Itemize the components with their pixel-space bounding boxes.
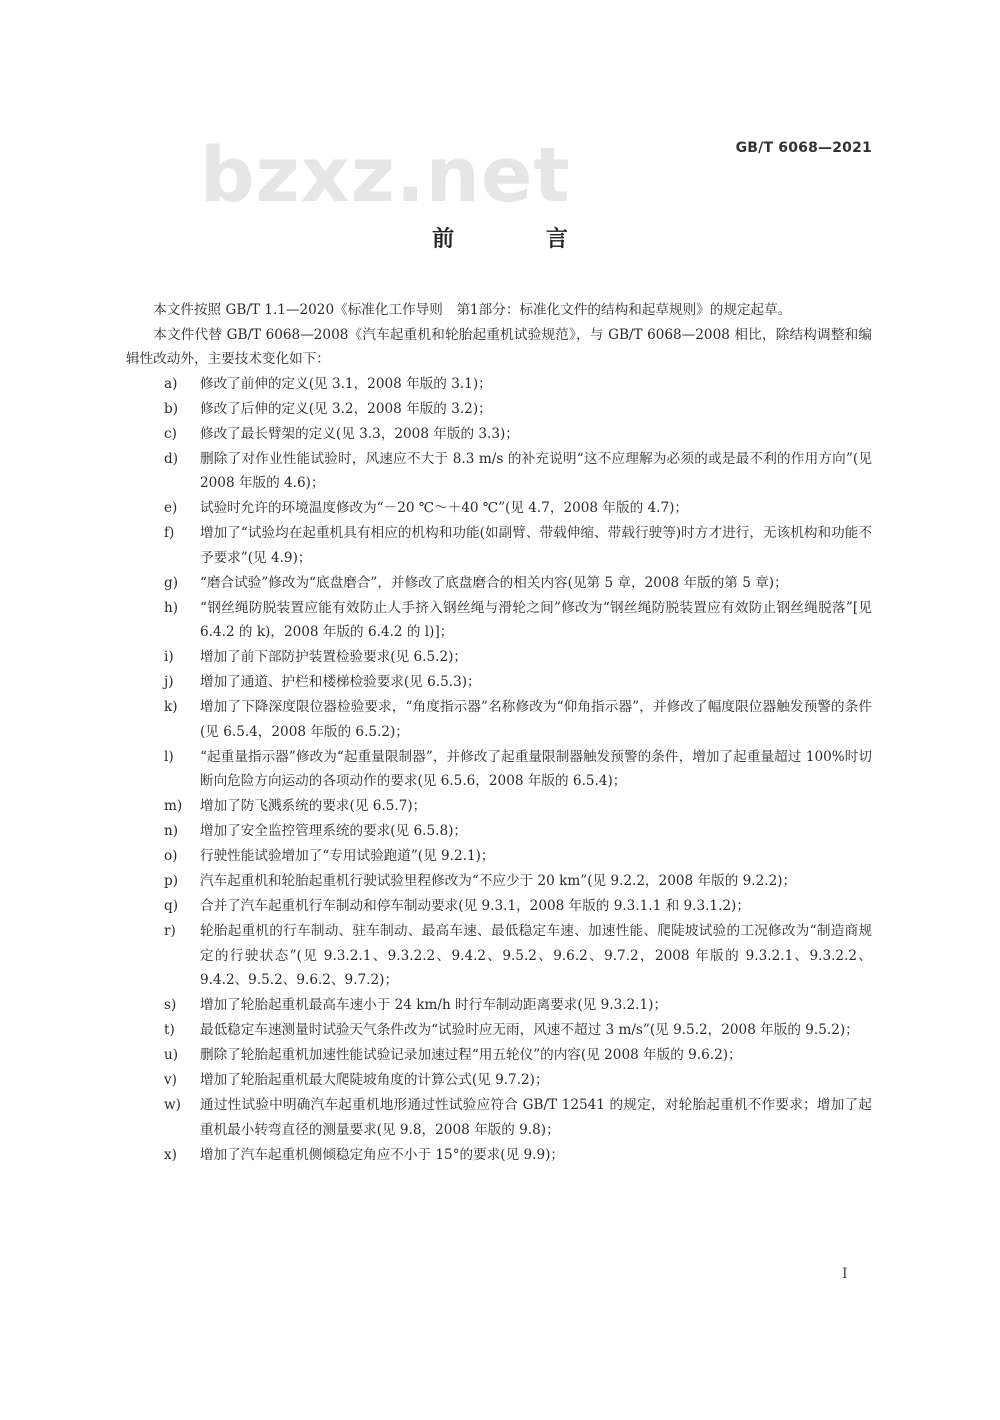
list-item [126, 1143, 872, 1168]
list-item-text: 删除了对作业性能试验时，风速应不大于 8.3 m/s 的补充说明“这不应理解为必须的或是最不利的作用方向”(见 2008 年版的 4.6)； [200, 450, 872, 491]
list-item [126, 993, 872, 1018]
list-item-label: o) [164, 848, 178, 864]
list-item [126, 695, 872, 744]
list-item-label: x) [164, 1146, 177, 1163]
list-item-label: w) [164, 1097, 181, 1113]
list-item-label: g) [164, 574, 179, 591]
watermark: bzxz.net [200, 130, 571, 219]
list-item [126, 1043, 872, 1068]
list-item [126, 596, 872, 645]
list-item [126, 447, 872, 496]
list-item [126, 670, 872, 695]
list-item-text: 最低稳定车速测量时试验天气条件改为“试验时应无雨，风速不超过 3 m/s”(见 9.5.2，2008 年版的 9.5.2)； [200, 1022, 859, 1038]
list-item [126, 496, 872, 521]
list-item-text: 增加了前下部防护装置检验要求(见 6.5.2)； [200, 649, 468, 665]
list-item [126, 645, 872, 670]
list-item-label: j) [164, 674, 174, 690]
list-item [126, 397, 872, 422]
list-item-text: “钢丝绳防脱装置应能有效防止人手挤入钢丝绳与滑轮之间”修改为“钢丝绳防脱装置应有效防止钢丝绳脱落”[见 6.4.2 的 k)，2008 年版的 6.4.2 的 l)]； [200, 599, 872, 640]
list-item [126, 919, 872, 993]
list-item [126, 794, 872, 819]
list-item-label: v) [164, 1072, 177, 1088]
list-item [126, 422, 872, 447]
list-item-label: q) [164, 898, 179, 914]
standard-code: GB/T 6068—2021 [735, 140, 872, 156]
list-item-text: 增加了防飞溅系统的要求(见 6.5.7)； [200, 798, 427, 814]
changes-list [126, 372, 872, 1168]
list-item-label: r) [164, 923, 176, 939]
paragraph-drafting-rules: 本文件按照 GB/T 1.1—2020《标准化工作导则 第1部分：标准化文件的结构和起草规则》的规定起草。 [153, 302, 792, 318]
list-item-text: 增加了下降深度限位器检验要求，“角度指示器”名称修改为“仰角指示器”，并修改了幅度限位器触发预警的条件(见 6.5.4，2008 年版的 6.5.2)； [200, 699, 872, 740]
list-item-label: n) [164, 823, 179, 839]
list-item-label: e) [164, 500, 178, 516]
list-item-text: 轮胎起重机的行车制动、驻车制动、最高车速、最低稳定车速、加速性能、爬陡坡试验的工况修改为“制造商规定的行驶状态”(见 9.3.2.1、9.3.2.2、9.4.2、9.5.2、9.6.2、9.7.2，2008 年版的 9.3.2.1、9.3.2.2、9.4.2、9.5.2、9.6.2、9.7.2)； [200, 923, 872, 988]
list-item-text: 增加了安全监控管理系统的要求(见 6.5.8)； [200, 823, 468, 839]
list-item-text: “起重量指示器”修改为“起重量限制器”，并修改了起重量限制器触发预警的条件，增加了起重量超过 100%时切断向危险方向运动的各项动作的要求(见 6.5.6，2008 年版的 6.5.4)； [200, 748, 872, 789]
foreword-body [126, 298, 872, 1167]
list-item-text: “磨合试验”修改为“底盘磨合”，并修改了底盘磨合的相关内容(见第 5 章，2008 年版的第 5 章)； [200, 574, 788, 591]
list-item-text: 汽车起重机和轮胎起重机行驶试验里程修改为“不应少于 20 km”(见 9.2.2，2008 年版的 9.2.2)； [200, 873, 797, 889]
list-item-text: 修改了后伸的定义(见 3.2，2008 年版的 3.2)； [200, 400, 492, 417]
list-item-label: c) [164, 425, 177, 442]
list-item [126, 745, 872, 794]
list-item-text: 修改了最长臂架的定义(见 3.3，2008 年版的 3.3)； [200, 425, 519, 442]
list-item [126, 869, 872, 894]
paragraph-replacement: 本文件代替 GB/T 6068—2008《汽车起重机和轮胎起重机试验规范》，与 GB/T 6068—2008 相比，除结构调整和编辑性改动外，主要技术变化如下： [126, 326, 872, 367]
list-item-label: h) [164, 599, 179, 616]
list-item-text: 增加了轮胎起重机最高车速小于 24 km/h 时行车制动距离要求(见 9.3.2.1)； [200, 997, 668, 1013]
page-title: 前 言 [432, 227, 610, 252]
list-item [126, 1068, 872, 1093]
list-item-label: l) [164, 748, 174, 765]
list-item-label: p) [164, 873, 179, 889]
list-item-text: 增加了汽车起重机侧倾稳定角应不小于 15°的要求(见 9.9)； [200, 1146, 565, 1163]
list-item-label: u) [164, 1047, 179, 1063]
list-item [126, 521, 872, 570]
list-item-text: 删除了轮胎起重机加速性能试验记录加速过程“用五轮仪”的内容(见 2008 年版的 9.6.2)； [200, 1047, 742, 1063]
list-item-text: 修改了前伸的定义(见 3.1，2008 年版的 3.1)； [200, 375, 492, 392]
list-item [126, 1093, 872, 1142]
list-item [126, 819, 872, 844]
list-item [126, 571, 872, 596]
list-item-label: t) [164, 1022, 175, 1038]
page-number: I [842, 1266, 848, 1282]
list-item-text: 试验时允许的环境温度修改为“－20 ℃～＋40 ℃”(见 4.7，2008 年版的 4.7)； [200, 500, 689, 516]
list-item-text: 增加了“试验均在起重机具有相应的机构和功能(如副臂、带载伸缩、带载行驶等)时方才进行，无该机构和功能不予要求”(见 4.9)； [200, 525, 872, 566]
list-item [126, 894, 872, 919]
list-item-label: s) [164, 997, 177, 1013]
list-item-label: m) [164, 798, 183, 814]
list-item-label: b) [164, 400, 179, 417]
list-item-label: a) [164, 375, 178, 392]
list-item-text: 合并了汽车起重机行车制动和停车制动要求(见 9.3.1，2008 年版的 9.3.1.1 和 9.3.1.2)； [200, 898, 750, 914]
list-item-text: 通过性试验中明确汽车起重机地形通过性试验应符合 GB/T 12541 的规定，对轮胎起重机不作要求；增加了起重机最小转弯直径的测量要求(见 9.8，2008 年版的 9.8)； [200, 1097, 872, 1138]
list-item-text: 增加了通道、护栏和楼梯检验要求(见 6.5.3)； [200, 674, 481, 690]
list-item-text: 行驶性能试验增加了“专用试验跑道”(见 9.2.1)； [200, 848, 495, 864]
list-item [126, 844, 872, 869]
list-item-label: k) [164, 699, 178, 715]
list-item [126, 1018, 872, 1043]
list-item-label: d) [164, 450, 179, 467]
list-item-label: f) [164, 525, 175, 541]
list-item [126, 372, 872, 397]
list-item-text: 增加了轮胎起重机最大爬陡坡角度的计算公式(见 9.7.2)； [200, 1072, 549, 1088]
list-item-label: i) [164, 649, 174, 665]
